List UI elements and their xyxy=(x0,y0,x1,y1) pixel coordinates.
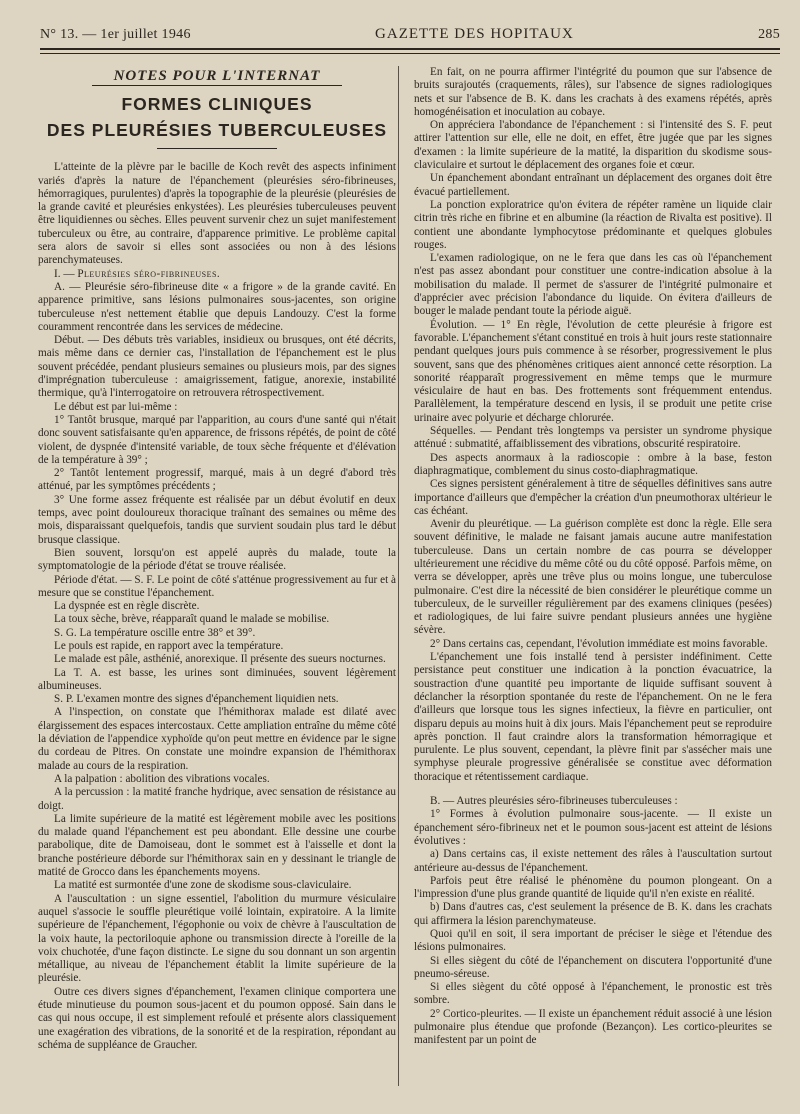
page-number: 285 xyxy=(758,27,780,42)
paragraph: Le malade est pâle, asthénié, anorexique. Il présente des sueurs nocturnes. xyxy=(54,653,386,666)
issue-date: N° 13. — 1er juillet 1946 xyxy=(40,27,191,42)
paragraph: La dyspnée est en règle discrète. xyxy=(54,600,200,613)
intro-paragraph: L'atteinte de la plèvre par le bacille de Koch revêt des aspects infiniment variés d'après la nature de l'épanchement (pleurésies séro-fibrineuses, hémorragiques, purulentes) d'après la topographie de la pleurésie (pleurésies de la grande cavité et pleurésies enkystées). Les pleurésies tuberculeuses peuvent être liquidiennes ou sèches. Elles peuvent survenir chez un sujet manifestement tuberculeux ou être, au contraire, d'apparence primitive. Le problème capital sera alors de savoir si elles sont associées ou non à des lésions parenchymateuses. xyxy=(38,161,396,267)
rubric-rule xyxy=(92,85,342,86)
paragraph: Si elles siègent du côté de l'épanchement on discutera l'opportunité d'une pneumo-séreuse. xyxy=(414,954,772,980)
paragraph: En fait, on ne pourra affirmer l'intégrité du poumon que sur l'absence de bruits surajoutés (craquements, râles), sur l'absence de signes radiologiques nets et sur l'absence de B. K. dans les crachats à des examens répétés, après homogénéisation et inoculation au cobaye. xyxy=(414,66,772,118)
left-column xyxy=(38,66,396,1106)
paragraph: 2° Dans certains cas, cependant, l'évolution immédiate est moins favorable. xyxy=(430,637,768,650)
paragraph: A l'inspection, on constate que l'hémithorax malade est dilaté avec élargissement des espaces intercostaux. Cette ampliation entraîne du même côté la déviation de l'appendice xyphoïde qu'on peut mettre en évidence par le signe du cordeau de Pitres. On constate une moindre expansion de l'hémithorax malade au cours de la respiration. xyxy=(38,706,396,772)
paragraph: L'épanchement une fois installé tend à persister indéfiniment. Cette persistance peut constituer une indication à la ponction évacuatrice, la soustraction d'une quantité peu importante de liquide suffisant souvent à déclancher la résorption spontanée du reste de l'épanchement. On ne le fera d'ailleurs que lorsque tous les signes infectieux, la fièvre en particulier, ont disparu depuis au moins huit à dix jours. Mais l'épanchement peut se reproduire après ponction. Il faut craindre alors la transformation hémorragique et purulente. Le plus souvent, cependant, la plèvre finit par s'assécher mais une symphyse pleurale progressive généralisée se constitue avec déformation thoracique et rétentissement cardiaque. xyxy=(414,651,772,783)
paragraph: Évolution. — 1° En règle, l'évolution de cette pleurésie à frigore est favorable. L'épanchement s'étant constitué en trois à huit jours reste stationnaire pendant quelques jours puis commence à se résorber, progressivement le plus souvent, sans que des phénomènes critiques aient annoncé cette résorption. La sonorité réapparaît progressivement en même temps que le murmure vésiculaire de haut en bas. Des frottements sont fréquemment entendus. Parallèlement, la température descend en lysis, il se produit une petite crise urinaire avec polyurie et décharge chlorurée. xyxy=(414,318,772,424)
paragraph: 2° Tantôt lentement progressif, marqué, mais à un degré d'abord très atténué, par les symptômes précédents ; xyxy=(38,467,396,493)
paragraph: A. — Pleurésie séro-fibrineuse dite « a frigore » de la grande cavité. En apparence primitive, sans lésions pulmonaires sous-jacentes, son origine tuberculeuse n'est nettement établie que depuis Landouzy. C'est la forme couramment rencontrée dans les services de médecine. xyxy=(38,280,396,333)
paragraph: a) Dans certains cas, il existe nettement des râles à l'auscultation surtout antérieure au-dessus de l'épanchement. xyxy=(414,848,772,874)
paragraph: Bien souvent, lorsqu'on est appelé auprès du malade, toute la symptomatologie de la période d'état se trouve réalisée. xyxy=(38,546,396,573)
paragraph: Un épanchement abondant entraînant un déplacement des organes doit être évacué partiellement. xyxy=(414,172,772,198)
paragraph: Des aspects anormaux à la radioscopie : ombre à la base, feston diaphragmatique, comblement du sinus costo-diaphragmatique. xyxy=(414,451,772,477)
paragraph: Le début est par lui-même : xyxy=(54,400,178,413)
section-heading xyxy=(38,268,396,281)
paragraph: Début. — Des débuts très variables, insidieux ou brusques, ont été décrits, mais même dans ce dernier cas, l'installation de l'épanchement est le plus souvent précédée, pendant plusieurs semaines ou plusieurs mois, par des signes d'imprégnation tuberculeuse : amaigrissement, fatigue, anorexie, instabilité thermique, qu'à l'interrogatoire on retrouvera rétrospectivement. xyxy=(38,334,396,400)
paragraph: Le pouls est rapide, en rapport avec la température. xyxy=(54,639,284,652)
journal-title: GAZETTE DES HOPITAUX xyxy=(375,26,574,42)
paragraph: La T. A. est basse, les urines sont diminuées, souvent légèrement albumineuses. xyxy=(38,666,396,692)
header-rule xyxy=(40,48,780,50)
paragraph: L'examen radiologique, on ne le fera que dans les cas où l'épanchement n'est pas assez abondant pour constituer une contre-indication absolue à la mobilisation du malade. Il permet de s'assurer de l'intégrité pulmonaire et d'apprécier avec précision l'abondance du liquide. On évitera d'ailleurs de bouger le malade pendant toute la période aiguë. xyxy=(414,252,772,318)
paragraph: b) Dans d'autres cas, c'est seulement la présence de B. K. dans les crachats qui affirmera la lésion parenchymateuse. xyxy=(414,901,772,927)
paragraph: La ponction exploratrice qu'on évitera de répéter ramène un liquide clair citrin très riche en fibrine et en albumine (la réaction de Rivalta est positive). Il contient une abondante lymphocytose prédominante et quelques globules rouges. xyxy=(414,198,772,251)
right-column xyxy=(414,66,772,1106)
paragraph: S. P. L'examen montre des signes d'épanchement liquidien nets. xyxy=(54,693,339,706)
paragraph: Avenir du pleurétique. — La guérison complète est donc la règle. Elle sera souvent définitive, le malade ne faisant jamais aucune autre manifestation tuberculeuse. Dans un certain nombre de cas pourra se développer ultérieurement une récidive du même côté ou du côté opposé. Parfois même, on verra se développer, après une trêve plus ou moins longue, une tuberculose pulmonaire. C'est dire la nécessité de bien considérer le pleurétique comme un tuberculeux, de le surveiller régulièrement par des examens cliniques (pesées) et radiologiques, de lui faire suivre pendant plusieurs années une hygiène sévère. xyxy=(414,518,772,637)
paragraph: La limite supérieure de la matité est légèrement mobile avec les positions du malade quand l'épanchement est peu abondant. Elle dessine une courbe parabolique, dite de Damoiseau, dont le sommet est à l'aisselle et dont la branche postérieure déborde sur l'hémithorax sain en y dessinant le triangle de matité de Grocco dans les épanchements moyens. xyxy=(38,812,396,879)
paragraph: On appréciera l'abondance de l'épanchement : si l'intensité des S. F. peut attirer l'attention sur elle, elle ne doit, en effet, être jugée que par les signes d'examen : la limite supérieure de la matité, la disparition du skodisme sous-claviculaire et surtout le déplacement des organes foie et cœur. xyxy=(414,119,772,172)
rubric-title: NOTES POUR L'INTERNAT xyxy=(113,68,321,84)
paragraph: 1° Tantôt brusque, marqué par l'apparition, au cours d'une santé qui n'était donc souvent satisfaisante qu'en apparence, de frissons répétés, de point de côté violent, de dyspnée d'intensité variable, de toux sèche fréquente et d'élévation de la température à 39° ; xyxy=(38,413,396,466)
section-heading-b: B. — Autres pleurésies séro-fibrineuses tuberculeuses : xyxy=(430,795,678,808)
paragraph: La toux sèche, brève, réapparaît quand le malade se mobilise. xyxy=(54,613,330,626)
paragraph: A l'auscultation : un signe essentiel, l'abolition du murmure vésiculaire auquel s'associe le souffle pleurétique voilé lointain, expiratoire. A la limite supérieure de l'épanchement, l'égophonie ou voix de chèvre à l'auscultation de la voix haute, la pectoriloquie aphone ou transmission directe à l'oreille de la voix chuchotée, d'une façon distincte. Le signe du sou donnant un son argentin métallique, au niveau de l'épanchement établit la limite supérieure de la pleurésie. xyxy=(38,892,396,985)
paragraph: Séquelles. — Pendant très longtemps va persister un syndrome physique atténué : submatité, affaiblissement des vibrations, obscurité respiratoire. xyxy=(414,425,772,451)
header-rule-thin xyxy=(40,53,780,54)
paragraph: 3° Une forme assez fréquente est réalisée par un début évolutif en deux temps, avec point douloureux thoracique traînant des semaines ou même des mois, disparaissant quelquefois, tandis que survient soudain plus tard le début brusque classique. xyxy=(38,493,396,546)
paragraph: A la percussion : la matité franche hydrique, avec sensation de résistance au doigt. xyxy=(38,786,396,812)
paragraph: Ces signes persistent généralement à titre de séquelles définitives sans autre importance d'ailleurs que d'empêcher la création d'un pneumothorax ultérieur le cas échéant. xyxy=(414,478,772,517)
paragraph: S. G. La température oscille entre 38° et 39°. xyxy=(54,626,256,639)
paragraph: Quoi qu'il en soit, il sera important de préciser le siège et l'étendue des lésions pulmonaires. xyxy=(414,928,772,954)
article-title-line1: FORMES CLINIQUES xyxy=(121,94,313,115)
section-title: Pleurésies séro-fibrineuses. xyxy=(77,267,221,280)
title-rule xyxy=(157,148,277,149)
section-number: I. — xyxy=(54,267,75,280)
paragraph: 1° Formes à évolution pulmonaire sous-jacente. — Il existe un épanchement séro-fibrineux net et le poumon sous-jacent est atteint de lésions évolutives : xyxy=(414,808,772,847)
paragraph: 2° Cortico-pleurites. — Il existe un épanchement réduit associé à une lésion pulmonaire plus étendue que profonde (Bezançon). Les cortico-pleurites se manifestent par un point de xyxy=(414,1007,772,1047)
article-title-line2: DES PLEURÉSIES TUBERCULEUSES xyxy=(46,120,388,141)
paragraph: Parfois peut être réalisé le phénomène du poumon plongeant. On a l'impression d'une plus grande quantité de liquide qu'il n'en existe en réalité. xyxy=(414,874,772,901)
paragraph: Si elles siègent du côté opposé à l'épanchement, le pronostic est très sombre. xyxy=(414,981,772,1007)
page-header xyxy=(40,26,780,43)
paragraph: Outre ces divers signes d'épanchement, l'examen clinique comportera une étude minutieuse du poumon sous-jacent et du poumon opposé. Sain dans le cas qui nous occupe, il est simplement refoulé et présente alors classiquement une exagération des vibrations, de la sonorité et de la respiration, répondant au schéma de suppléance de Graucher. xyxy=(38,985,396,1051)
column-divider xyxy=(398,66,399,1086)
paragraph: La matité est surmontée d'une zone de skodisme sous-claviculaire. xyxy=(54,879,352,892)
paragraph: A la palpation : abolition des vibrations vocales. xyxy=(54,772,270,785)
paragraph: Période d'état. — S. F. Le point de côté s'atténue progressivement au fur et à mesure que se constitue l'épanchement. xyxy=(38,573,396,599)
